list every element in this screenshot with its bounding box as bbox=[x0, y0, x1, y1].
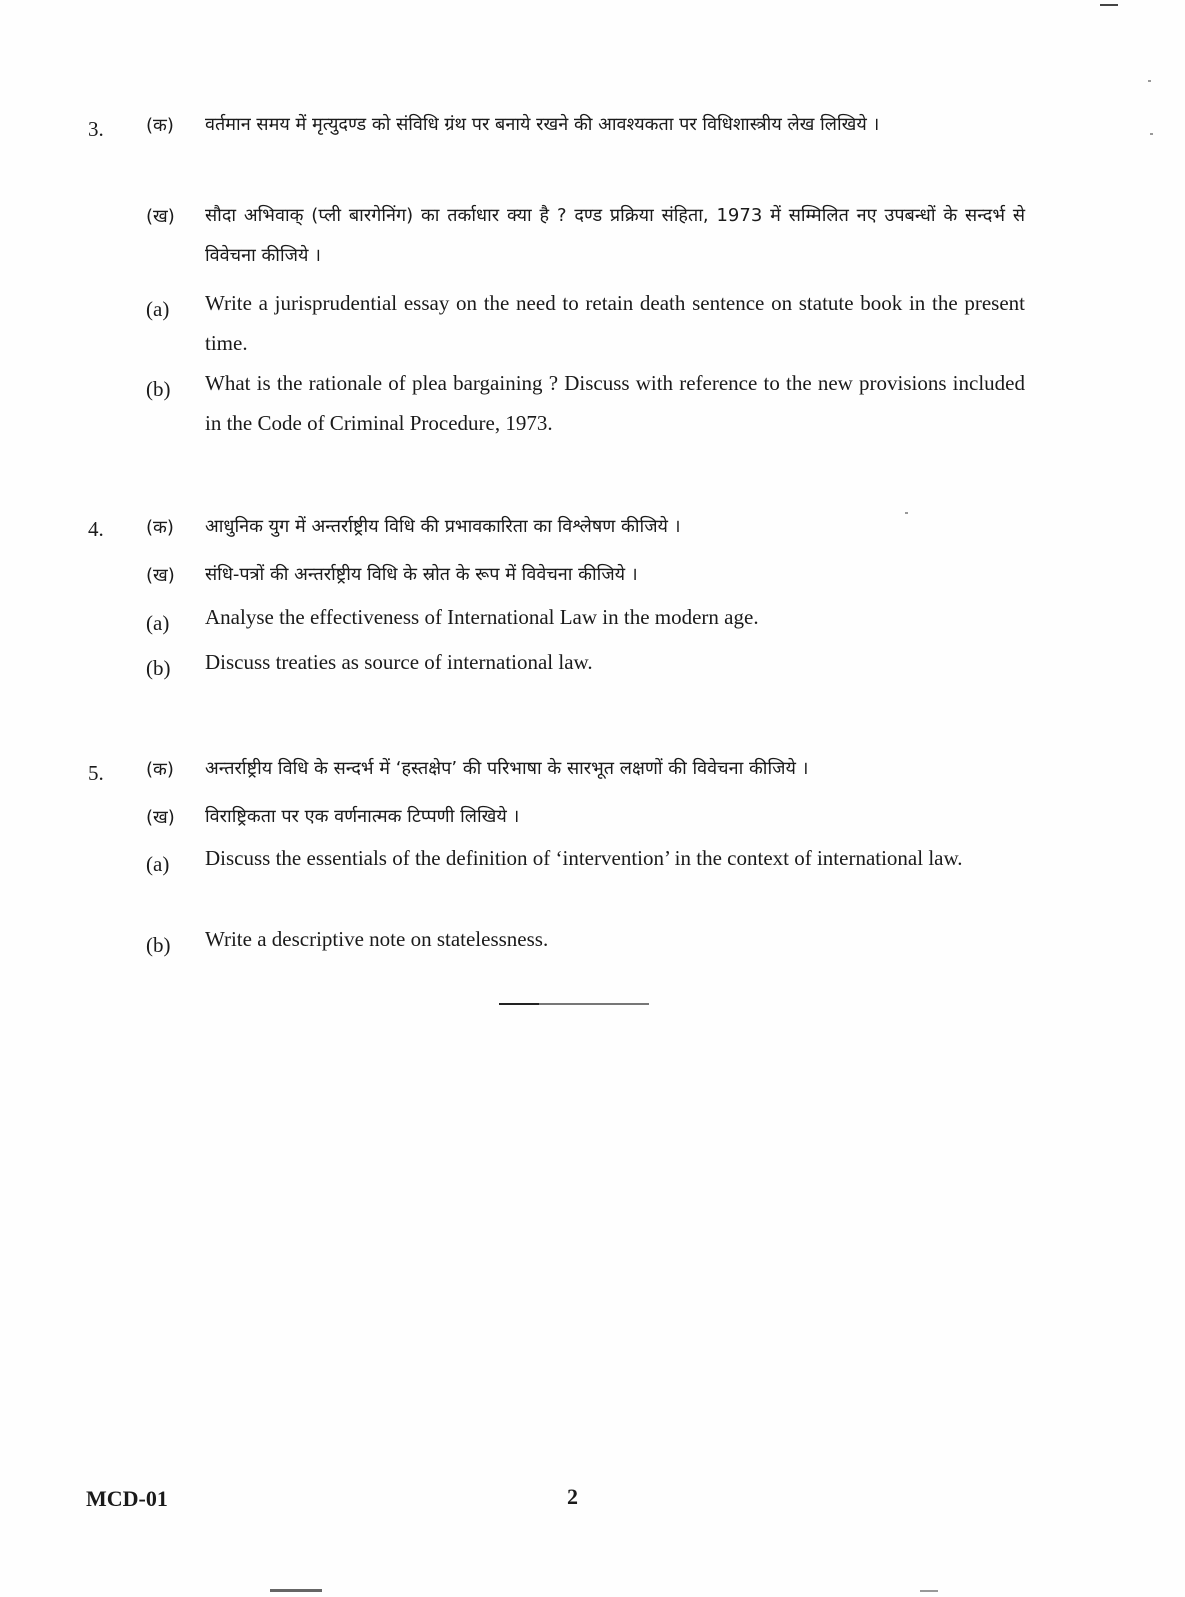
part-label: (b) bbox=[146, 656, 171, 680]
page-number: 2 bbox=[567, 1484, 578, 1509]
scan-speck bbox=[1100, 4, 1118, 6]
question-number: 4. bbox=[88, 517, 104, 541]
scan-speck bbox=[905, 512, 908, 514]
part-label: (b) bbox=[146, 377, 171, 401]
part-text: Write a jurisprudential essay on the need to retain death sentence on statute book in the present time. bbox=[205, 291, 1025, 355]
part-text: Discuss treaties as source of international law. bbox=[205, 650, 593, 674]
part-label: (a) bbox=[146, 852, 170, 876]
part-label: (b) bbox=[146, 933, 171, 957]
part-text: आधुनिक युग में अन्तर्राष्ट्रीय विधि की प्रभावकारिता का विश्लेषण कीजिये । bbox=[205, 516, 681, 537]
part-label: (ख) bbox=[146, 807, 175, 828]
scan-speck bbox=[1150, 133, 1153, 135]
part-text: अन्तर्राष्ट्रीय विधि के सन्दर्भ में ‘हस्तक्षेप’ की परिभाषा के सारभूत लक्षणों की विवेचना कीजिये । bbox=[205, 758, 809, 779]
part-text: सौदा अभिवाक् (प्ली बारगेनिंग) का तर्काधार क्या है ? दण्ड प्रक्रिया संहिता, 1973 में सम्मिलित नए उपबन्धों के सन्दर्भ से विवेचना कीजिये । bbox=[205, 205, 1025, 266]
part-text: What is the rationale of plea bargaining ? Discuss with reference to the new provisions included in the Code of Criminal Procedure, 1973. bbox=[205, 371, 1025, 435]
part-text: संधि-पत्रों की अन्तर्राष्ट्रीय विधि के स्रोत के रूप में विवेचना कीजिये । bbox=[205, 564, 638, 585]
scan-speck bbox=[1148, 80, 1151, 82]
scan-speck bbox=[920, 1590, 938, 1592]
part-text: वर्तमान समय में मृत्युदण्ड को संविधि ग्रंथ पर बनाये रखने की आवश्यकता पर विधिशास्त्रीय लेख लिखिये । bbox=[205, 114, 880, 135]
question-number: 5. bbox=[88, 761, 104, 785]
scan-speck bbox=[270, 1589, 322, 1592]
part-text: विराष्ट्रिकता पर एक वर्णनात्मक टिप्पणी लिखिये । bbox=[205, 806, 520, 827]
part-text: Analyse the effectiveness of International Law in the modern age. bbox=[205, 605, 759, 629]
part-label: (क) bbox=[146, 759, 174, 780]
part-label: (a) bbox=[146, 611, 170, 635]
question-number: 3. bbox=[88, 117, 104, 141]
part-text: Write a descriptive note on statelessness. bbox=[205, 927, 549, 951]
part-text: Discuss the essentials of the definition of ‘intervention’ in the context of international law. bbox=[205, 846, 963, 870]
part-label: (ख) bbox=[146, 565, 175, 586]
part-label: (क) bbox=[146, 115, 174, 136]
part-label: (a) bbox=[146, 297, 170, 321]
end-divider bbox=[499, 1003, 649, 1005]
part-label: (ख) bbox=[146, 206, 175, 227]
part-label: (क) bbox=[146, 517, 174, 538]
course-code: MCD-01 bbox=[86, 1486, 168, 1511]
